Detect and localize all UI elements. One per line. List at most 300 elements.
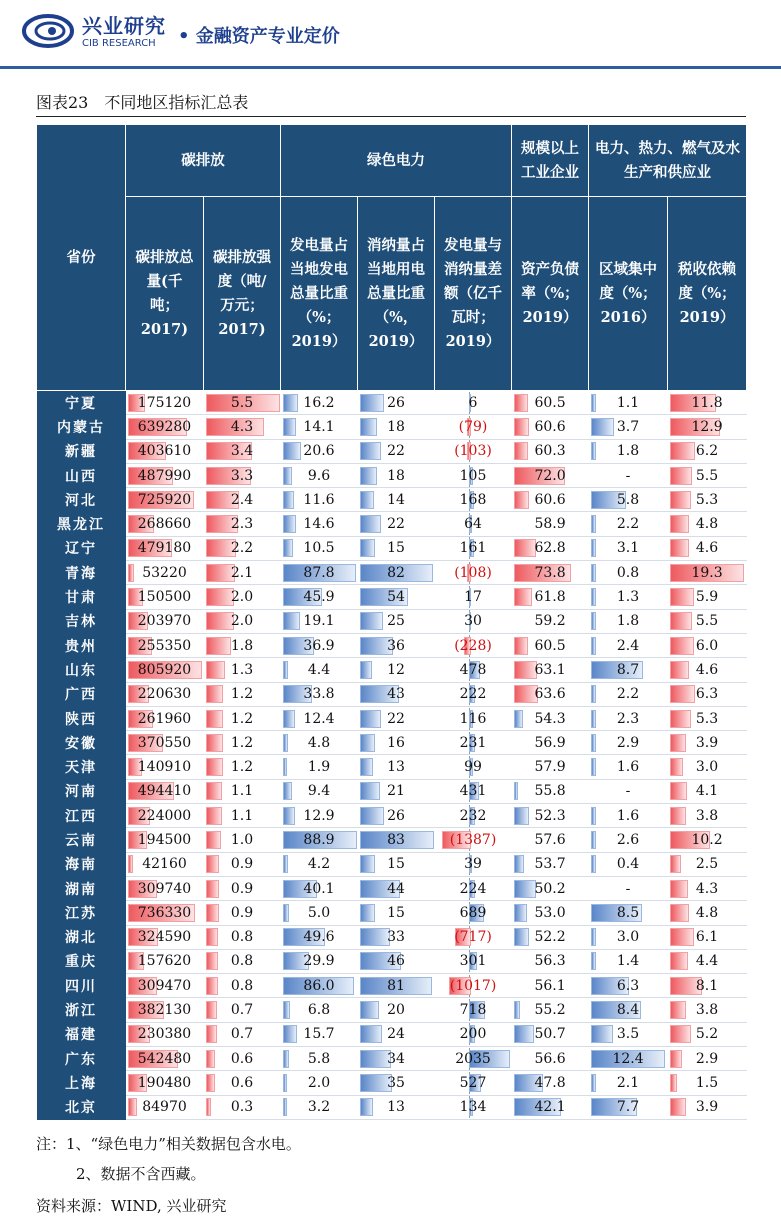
cell-c1 (126, 828, 204, 852)
cell-c3 (281, 804, 358, 828)
cell-c1 (126, 682, 204, 706)
region-indicator-table (36, 124, 747, 1120)
cell-value: 22 (387, 710, 405, 727)
data-bar (360, 758, 373, 776)
cell-c7 (589, 974, 668, 998)
cell-c6 (512, 974, 589, 998)
data-bar (670, 928, 695, 946)
cell-c6 (512, 488, 589, 512)
cell-value: 20.6 (303, 443, 335, 460)
cell-value: 403610 (137, 443, 192, 460)
cell-c3 (281, 488, 358, 512)
cell-c4 (358, 925, 435, 949)
table-row (37, 682, 747, 706)
cell-value: 1.1 (616, 394, 640, 411)
cell-value: 8.5 (616, 904, 640, 921)
cell-c5 (435, 755, 512, 779)
data-bar (206, 1001, 217, 1019)
data-bar (514, 539, 536, 557)
cell-c8 (668, 609, 747, 633)
cell-value: 309470 (137, 977, 192, 994)
data-bar (670, 1025, 691, 1043)
cell-value: 2.9 (616, 734, 640, 751)
cell-value: 2.4 (230, 491, 254, 508)
cell-c5 (435, 901, 512, 925)
cell-value: 81 (387, 977, 405, 994)
cell-value: 324590 (137, 929, 192, 946)
header-divider (0, 66, 781, 69)
cell-value: 1.4 (616, 953, 640, 970)
cell-value: 200 (459, 1026, 487, 1043)
data-bar (670, 612, 693, 630)
cell-value: 12.9 (303, 807, 335, 824)
table-row (37, 876, 747, 900)
cell-c8 (668, 561, 747, 585)
data-bar (670, 880, 688, 898)
cell-value: 61.8 (534, 589, 566, 606)
cell-value: 4.3 (695, 880, 719, 897)
cell-value: 33.8 (303, 686, 335, 703)
cell-c4 (358, 488, 435, 512)
cell-value: 1.8 (230, 637, 254, 654)
cell-c5 (435, 1095, 512, 1119)
cell-value: 15 (387, 540, 405, 557)
data-bar (360, 928, 391, 946)
cell-c8 (668, 779, 747, 803)
cell-c2 (204, 463, 281, 487)
note-2: 2、数据不含西藏。 (76, 1165, 206, 1183)
data-bar (283, 1001, 291, 1019)
cell-c4 (358, 974, 435, 998)
cell-value: 2.1 (616, 1074, 640, 1091)
cell-value: 230380 (137, 1026, 192, 1043)
data-bar (283, 855, 288, 873)
cell-c6 (512, 731, 589, 755)
cell-value: 5.0 (307, 904, 331, 921)
cell-c2 (204, 585, 281, 609)
cell-c7 (589, 876, 668, 900)
cell-c5 (435, 633, 512, 657)
cell-c6 (512, 439, 589, 463)
cell-c5 (435, 439, 512, 463)
province-cell: 广西 (37, 682, 126, 706)
data-bar (670, 807, 686, 825)
cell-c5 (435, 658, 512, 682)
cell-value: 3.3 (230, 467, 254, 484)
cell-value: 35 (387, 1074, 405, 1091)
cell-c7 (589, 804, 668, 828)
cell-c4 (358, 706, 435, 730)
cell-c5 (435, 1047, 512, 1071)
cell-c2 (204, 852, 281, 876)
table-row (37, 585, 747, 609)
cell-value: 9.6 (307, 467, 331, 484)
cell-c3 (281, 415, 358, 439)
cell-c7 (589, 536, 668, 560)
data-bar (514, 710, 523, 728)
data-bar (206, 782, 222, 800)
cell-c7 (589, 706, 668, 730)
cell-value: 6.1 (695, 929, 719, 946)
cell-c5 (435, 828, 512, 852)
cell-value: (79) (458, 418, 488, 435)
cell-value: 3.7 (616, 418, 640, 435)
tagline: • 金融资产专业定价 (178, 26, 340, 47)
province-cell: 福建 (37, 1022, 126, 1046)
cell-value: 34 (387, 1050, 405, 1067)
cell-value: 54.3 (534, 710, 566, 727)
data-bar (670, 758, 683, 776)
cell-c7 (589, 998, 668, 1022)
cell-c4 (358, 949, 435, 973)
data-bar (206, 880, 220, 898)
cell-value: 1.5 (695, 1074, 719, 1091)
table-row (37, 925, 747, 949)
table-row (37, 536, 747, 560)
cell-c2 (204, 561, 281, 585)
cell-c1 (126, 804, 204, 828)
group-power-utility: 电力、热力、燃气及水生产和供应业 (589, 125, 747, 197)
figure-title: 图表23 不同地区指标汇总表 (36, 93, 249, 112)
table-row (37, 804, 747, 828)
cell-value: 2.9 (695, 1050, 719, 1067)
cell-c4 (358, 998, 435, 1022)
data-bar (128, 855, 134, 873)
cell-c7 (589, 1095, 668, 1119)
cell-value: 5.3 (695, 710, 719, 727)
cell-c4 (358, 731, 435, 755)
province-cell: 四川 (37, 974, 126, 998)
table-row (37, 415, 747, 439)
cell-value: 10.2 (691, 831, 723, 848)
data-bar (591, 564, 596, 582)
data-bar (670, 734, 687, 752)
cell-c2 (204, 901, 281, 925)
cell-c1 (126, 998, 204, 1022)
cell-c2 (204, 488, 281, 512)
cell-c4 (358, 415, 435, 439)
cell-value: 4.4 (695, 953, 719, 970)
cell-c4 (358, 439, 435, 463)
cell-value: 0.7 (230, 1026, 254, 1043)
cell-value: 168 (459, 491, 487, 508)
cell-value: 3.2 (307, 1099, 331, 1116)
cell-value: 49.6 (303, 929, 335, 946)
data-bar (283, 904, 289, 922)
cell-value: 370550 (137, 734, 192, 751)
data-bar (591, 612, 596, 630)
cell-c4 (358, 804, 435, 828)
cell-value: 6.8 (307, 1002, 331, 1019)
data-bar (514, 1001, 520, 1019)
header-debt-ratio: 资产负债率（%；2019） (512, 197, 589, 391)
cell-c6 (512, 779, 589, 803)
data-bar (591, 418, 614, 436)
cell-c1 (126, 391, 204, 415)
cell-c1 (126, 585, 204, 609)
province-cell: 辽宁 (37, 536, 126, 560)
cell-c4 (358, 609, 435, 633)
table-row (37, 974, 747, 998)
cell-c4 (358, 682, 435, 706)
data-bar (514, 807, 529, 825)
province-cell: 重庆 (37, 949, 126, 973)
cell-value: 4.6 (695, 661, 719, 678)
data-bar (670, 539, 689, 557)
data-bar (591, 442, 596, 460)
cell-c3 (281, 585, 358, 609)
data-bar (283, 1025, 298, 1043)
cell-value: 220630 (137, 686, 192, 703)
cell-value: 45.9 (303, 589, 335, 606)
cell-c7 (589, 1047, 668, 1071)
cell-value: 15 (387, 904, 405, 921)
cell-c3 (281, 974, 358, 998)
cell-value: 190480 (137, 1074, 192, 1091)
cell-c4 (358, 876, 435, 900)
data-bar (283, 661, 289, 679)
data-bar (206, 710, 224, 728)
cell-value: 82 (387, 564, 405, 581)
data-bar (206, 758, 224, 776)
cell-c1 (126, 633, 204, 657)
cell-c6 (512, 512, 589, 536)
cell-value: 3.0 (616, 929, 640, 946)
data-bar (206, 1098, 212, 1116)
data-bar (283, 734, 289, 752)
cell-c6 (512, 876, 589, 900)
header-carbon-total: 碳排放总量(千吨；2017) (126, 197, 204, 391)
cell-c5 (435, 609, 512, 633)
cell-c1 (126, 779, 204, 803)
cell-c5 (435, 1071, 512, 1095)
cell-c7 (589, 561, 668, 585)
cell-c4 (358, 779, 435, 803)
cell-c3 (281, 706, 358, 730)
cell-c8 (668, 439, 747, 463)
cell-c3 (281, 876, 358, 900)
cell-c8 (668, 1022, 747, 1046)
cell-value: 15 (387, 856, 405, 873)
cell-c3 (281, 682, 358, 706)
cell-value: 2.6 (616, 831, 640, 848)
data-bar (670, 710, 692, 728)
table-row (37, 949, 747, 973)
data-bar (206, 928, 218, 946)
cell-c2 (204, 755, 281, 779)
data-bar (591, 637, 596, 655)
cell-value: 479180 (137, 540, 192, 557)
cell-value: 1.6 (616, 759, 640, 776)
cell-value: 56.6 (534, 1050, 566, 1067)
cell-value: 29.9 (303, 953, 335, 970)
province-cell: 山东 (37, 658, 126, 682)
cell-c2 (204, 949, 281, 973)
province-cell: 宁夏 (37, 391, 126, 415)
data-bar (514, 637, 529, 655)
cell-c8 (668, 925, 747, 949)
cell-c2 (204, 536, 281, 560)
cell-c6 (512, 949, 589, 973)
cell-c6 (512, 852, 589, 876)
cell-c7 (589, 682, 668, 706)
data-bar (360, 442, 381, 460)
cell-c6 (512, 415, 589, 439)
cell-value: 22 (387, 443, 405, 460)
data-bar (670, 1050, 683, 1068)
cell-c2 (204, 609, 281, 633)
cell-value: 59.2 (534, 613, 566, 630)
cell-value: 9.4 (307, 783, 331, 800)
cell-c8 (668, 876, 747, 900)
cell-c7 (589, 1022, 668, 1046)
cell-value: 431 (459, 783, 487, 800)
cell-value: 11.8 (691, 394, 723, 411)
cell-value: 0.8 (616, 564, 640, 581)
cell-c6 (512, 391, 589, 415)
data-bar (591, 515, 596, 533)
cell-value: 60.5 (534, 394, 566, 411)
cell-c6 (512, 561, 589, 585)
cell-value: 53220 (142, 564, 187, 581)
header-gen-minus-consumption: 发电量与消纳量差额（亿千瓦时；2019） (435, 197, 512, 391)
cell-c3 (281, 512, 358, 536)
cell-value: 13 (387, 1099, 405, 1116)
cell-value: 309740 (137, 880, 192, 897)
cell-c7 (589, 633, 668, 657)
cell-value: 157620 (137, 953, 192, 970)
cell-value: 0.3 (230, 1099, 254, 1116)
cell-value: 12.4 (612, 1050, 644, 1067)
table-row (37, 561, 747, 585)
province-cell: 江西 (37, 804, 126, 828)
cell-c1 (126, 488, 204, 512)
source-note: 资料来源：WIND, 兴业研究 (36, 1197, 227, 1215)
data-bar (283, 782, 293, 800)
cell-c5 (435, 804, 512, 828)
cell-value: 2.2 (230, 540, 254, 557)
data-bar (283, 539, 294, 557)
data-bar (360, 491, 374, 509)
cell-c1 (126, 463, 204, 487)
province-cell: 江苏 (37, 901, 126, 925)
cell-value: 63.6 (534, 686, 566, 703)
data-bar (360, 394, 385, 412)
cell-value: 57.6 (534, 831, 566, 848)
cell-c8 (668, 1071, 747, 1095)
cell-c8 (668, 731, 747, 755)
cell-c8 (668, 852, 747, 876)
cell-c5 (435, 974, 512, 998)
cell-value: 24 (387, 1026, 405, 1043)
cell-c3 (281, 731, 358, 755)
cell-value: 15.7 (303, 1026, 335, 1043)
cell-value: 5.5 (230, 394, 254, 411)
cell-c8 (668, 974, 747, 998)
cell-c5 (435, 1022, 512, 1046)
cell-value: 1.2 (230, 686, 254, 703)
cell-value: 175120 (137, 394, 192, 411)
table-row (37, 779, 747, 803)
cell-value: 224 (459, 880, 487, 897)
cell-value: 4.6 (695, 540, 719, 557)
cell-value: 43 (387, 686, 405, 703)
cell-c2 (204, 828, 281, 852)
header-carbon-intensity: 碳排放强度（吨/万元；2017) (204, 197, 281, 391)
cell-value: 1.1 (230, 807, 254, 824)
cell-c8 (668, 658, 747, 682)
cell-value: 4.2 (307, 856, 331, 873)
cell-value: 36 (387, 637, 405, 654)
cell-c3 (281, 925, 358, 949)
cell-value: 736330 (137, 904, 192, 921)
cell-c2 (204, 876, 281, 900)
cell-c6 (512, 706, 589, 730)
cell-c8 (668, 1095, 747, 1119)
data-bar (283, 612, 300, 630)
cell-c7 (589, 512, 668, 536)
cell-c1 (126, 1095, 204, 1119)
cell-value: 301 (459, 953, 487, 970)
table-row (37, 706, 747, 730)
cell-c3 (281, 755, 358, 779)
cell-value: 5.5 (695, 613, 719, 630)
cell-value: - (625, 880, 631, 897)
table-row (37, 1047, 747, 1071)
cell-value: 542480 (137, 1050, 192, 1067)
data-bar (360, 807, 385, 825)
cell-c7 (589, 585, 668, 609)
cell-value: 12 (387, 661, 405, 678)
cell-value: 33 (387, 929, 405, 946)
cell-c2 (204, 633, 281, 657)
cell-c6 (512, 682, 589, 706)
data-bar (360, 855, 375, 873)
province-cell: 贵州 (37, 633, 126, 657)
brand-name-en: CIB RESEARCH (82, 38, 156, 49)
cell-c6 (512, 609, 589, 633)
cell-c2 (204, 1071, 281, 1095)
cell-value: 18 (387, 467, 405, 484)
cell-value: 4.8 (695, 904, 719, 921)
cell-value: 3.5 (616, 1026, 640, 1043)
data-bar (591, 539, 596, 557)
cell-c8 (668, 488, 747, 512)
cell-value: 1.2 (230, 710, 254, 727)
data-bar (283, 1098, 288, 1116)
cell-c6 (512, 901, 589, 925)
cell-c1 (126, 1047, 204, 1071)
note-1: 注：1、“绿色电力”相关数据包含水电。 (36, 1135, 301, 1153)
cell-value: 2.2 (616, 686, 640, 703)
cell-c3 (281, 1071, 358, 1095)
cell-value: (108) (454, 564, 492, 581)
cell-c8 (668, 391, 747, 415)
cell-value: (1387) (449, 831, 497, 848)
cell-value: 150500 (137, 589, 192, 606)
cell-c1 (126, 925, 204, 949)
province-cell: 安徽 (37, 731, 126, 755)
cell-value: 718 (459, 1002, 487, 1019)
data-bar (283, 491, 294, 509)
cell-value: 3.1 (616, 540, 640, 557)
cell-value: 1.0 (230, 831, 254, 848)
cell-c2 (204, 974, 281, 998)
data-bar (360, 1025, 383, 1043)
cell-c3 (281, 852, 358, 876)
cell-c5 (435, 463, 512, 487)
cell-value: 16 (387, 734, 405, 751)
